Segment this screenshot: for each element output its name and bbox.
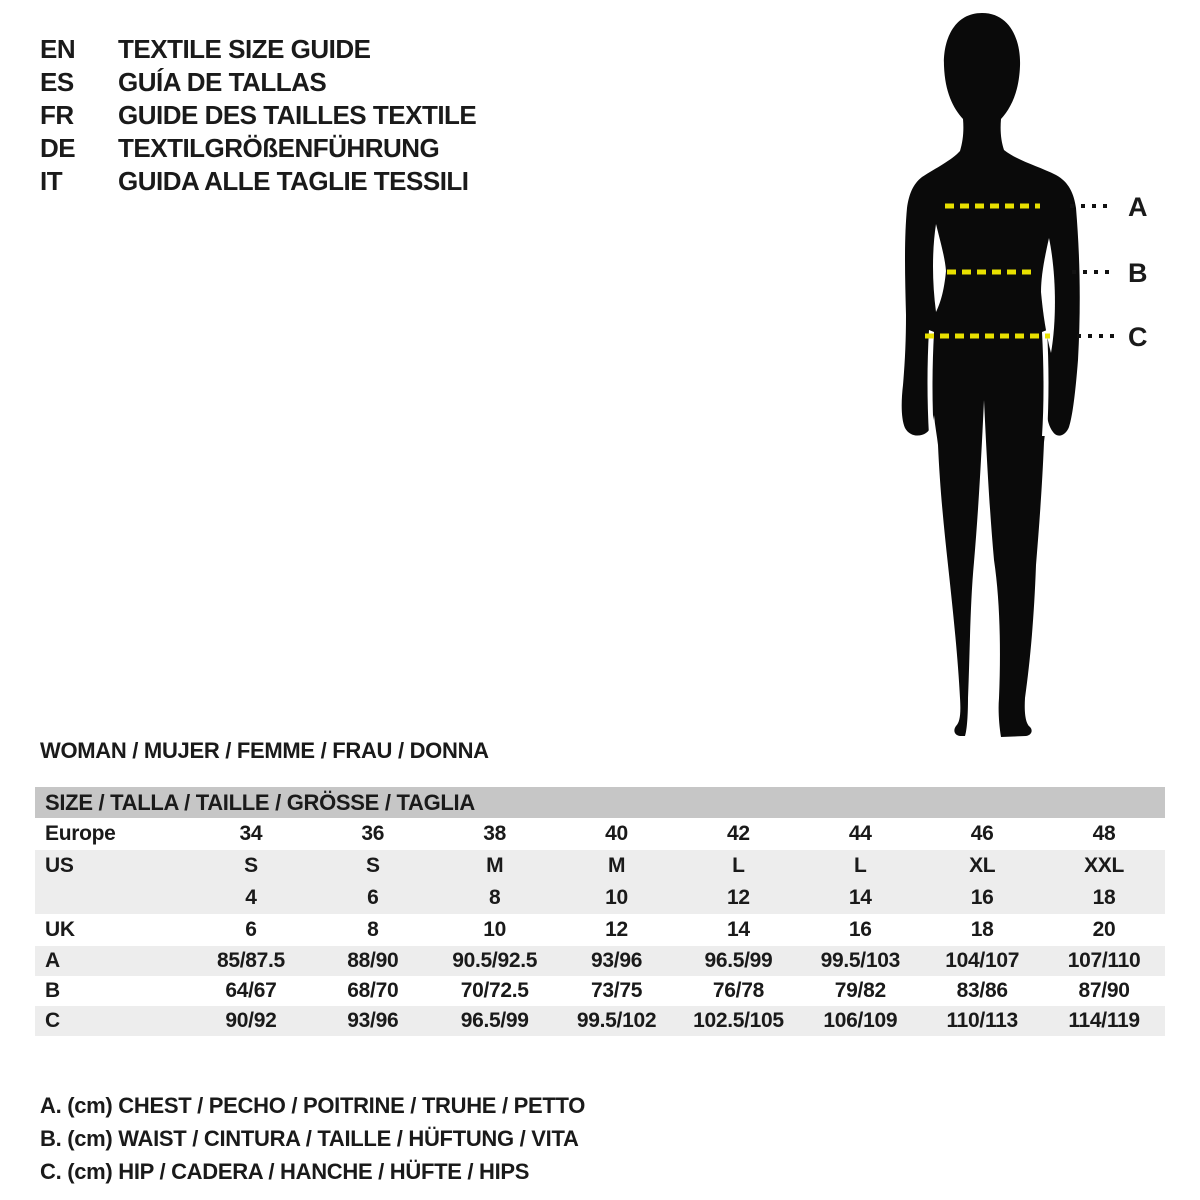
- table-cell: 16: [848, 918, 872, 941]
- row-label: A: [45, 949, 60, 972]
- row-label: US: [45, 854, 74, 877]
- size-table-header: [35, 787, 1165, 818]
- table-cell: 104/107: [945, 949, 1020, 972]
- table-cell: 96.5/99: [460, 1009, 529, 1032]
- measurement-legend: [40, 1089, 585, 1188]
- table-block-us: [35, 850, 1165, 914]
- table-cell: S: [244, 854, 258, 877]
- language-row: [40, 165, 476, 198]
- table-cell: 90.5/92.5: [452, 949, 538, 972]
- table-cell: 114/119: [1068, 1009, 1140, 1032]
- table-cell: M: [486, 854, 504, 877]
- language-title: GUIDA ALLE TAGLIE TESSILI: [118, 166, 469, 196]
- table-cell: 46: [970, 822, 994, 845]
- row-label: B: [45, 979, 60, 1002]
- table-cell: 8: [488, 886, 501, 909]
- measure-label-a: A: [1128, 192, 1148, 222]
- table-row-hip: [35, 1006, 1165, 1036]
- table-cell: 93/96: [347, 1009, 399, 1032]
- table-cell: L: [854, 854, 867, 877]
- legend-line-chest: A. (cm) CHEST / PECHO / POITRINE / TRUHE / PETTO: [40, 1092, 586, 1118]
- legend-line-waist: B. (cm) WAIST / CINTURA / TAILLE / HÜFTUNG / VITA: [40, 1125, 579, 1151]
- table-cell: 87/90: [1078, 979, 1130, 1002]
- table-cell: 6: [245, 918, 257, 941]
- table-cell: 4: [245, 886, 257, 909]
- table-row-chest: [35, 946, 1165, 976]
- table-cell: L: [732, 854, 745, 877]
- table-row-us-letters: [35, 850, 1165, 882]
- table-cell: 85/87.5: [216, 949, 285, 972]
- table-row-uk: [35, 914, 1165, 946]
- table-cell: 18: [970, 918, 994, 941]
- table-row-waist: [35, 976, 1165, 1006]
- table-cell: 88/90: [347, 949, 399, 972]
- table-cell: 48: [1092, 822, 1116, 845]
- table-cell: S: [365, 854, 380, 877]
- table-cell: 99.5/102: [576, 1009, 657, 1032]
- table-cell: 70/72.5: [460, 979, 529, 1002]
- table-cell: 99.5/103: [820, 949, 900, 972]
- table-cell: 44: [848, 822, 872, 845]
- language-title: TEXTILGRÖßENFÜHRUNG: [118, 133, 440, 163]
- table-cell: 90/92: [225, 1009, 277, 1032]
- language-title: TEXTILE SIZE GUIDE: [118, 34, 371, 64]
- table-cell: 64/67: [225, 979, 277, 1002]
- table-cell: 34: [239, 822, 263, 845]
- table-cell: 102.5/105: [693, 1009, 784, 1032]
- table-cell: 107/110: [1067, 949, 1141, 972]
- table-cell: 8: [367, 918, 379, 941]
- language-code: ES: [40, 67, 74, 97]
- language-code: DE: [40, 133, 76, 163]
- size-table: [35, 787, 1165, 1036]
- size-table-header-label: SIZE / TALLA / TAILLE / GRÖSSE / TAGLIA: [45, 789, 475, 815]
- table-cell: XL: [969, 854, 996, 877]
- table-cell: 10: [483, 918, 507, 941]
- table-cell: 42: [727, 822, 750, 845]
- language-row: [40, 99, 476, 132]
- table-row-us-numbers: [35, 882, 1165, 914]
- table-cell: 18: [1092, 886, 1116, 909]
- table-cell: 12: [727, 886, 750, 909]
- language-code: EN: [40, 34, 76, 64]
- row-label: C: [45, 1009, 60, 1032]
- row-label: Europe: [45, 822, 116, 845]
- table-cell: 106/109: [823, 1009, 898, 1032]
- language-list: [40, 33, 476, 198]
- table-cell: XXL: [1084, 854, 1125, 877]
- table-cell: 83/86: [956, 979, 1008, 1002]
- table-cell: 76/78: [712, 979, 764, 1002]
- measure-label-b: B: [1128, 258, 1148, 288]
- table-cell: 36: [361, 822, 385, 845]
- table-cell: 110/113: [946, 1009, 1018, 1032]
- measurement-figure: [860, 0, 1200, 760]
- table-cell: 79/82: [834, 979, 886, 1002]
- table-cell: M: [607, 854, 626, 877]
- table-cell: 20: [1092, 918, 1116, 941]
- table-cell: 96.5/99: [704, 949, 773, 972]
- table-cell: 14: [727, 918, 750, 941]
- table-cell: 6: [367, 886, 379, 909]
- language-code: FR: [40, 100, 74, 130]
- language-title: GUIDE DES TAILLES TEXTILE: [118, 100, 477, 130]
- table-cell: 93/96: [591, 949, 643, 972]
- row-label: UK: [45, 918, 75, 941]
- table-cell: 12: [605, 918, 628, 941]
- table-row-europe: [35, 818, 1165, 850]
- table-cell: 10: [605, 886, 628, 909]
- measure-label-c: C: [1128, 322, 1148, 352]
- language-row: [40, 33, 476, 66]
- table-cell: 68/70: [347, 979, 399, 1002]
- legend-line-hip: C. (cm) HIP / CADERA / HANCHE / HÜFTE / HIPS: [40, 1158, 530, 1184]
- table-cell: 40: [605, 822, 628, 845]
- section-heading: WOMAN / MUJER / FEMME / FRAU / DONNA: [40, 738, 489, 763]
- language-row: [40, 132, 476, 165]
- language-title: GUÍA DE TALLAS: [118, 67, 327, 97]
- table-cell: 73/75: [591, 979, 643, 1002]
- language-row: [40, 66, 476, 99]
- woman-silhouette-image: [860, 0, 1200, 760]
- table-cell: 38: [483, 822, 507, 845]
- table-cell: 14: [848, 886, 872, 909]
- language-code: IT: [40, 166, 63, 196]
- table-cell: 16: [970, 886, 994, 909]
